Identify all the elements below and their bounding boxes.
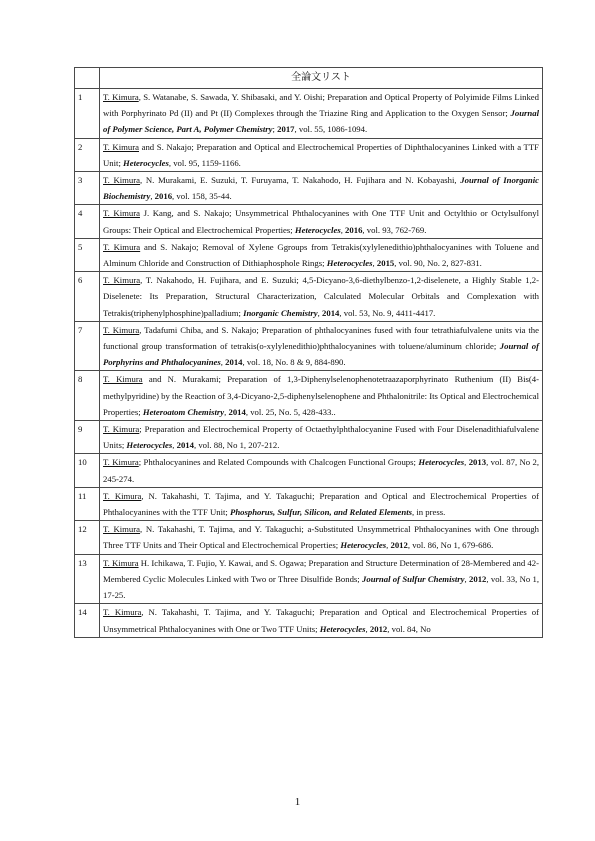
citation-separator: , in press. (412, 507, 446, 518)
citation-details: , vol. 55, 1086-1094. (294, 124, 368, 135)
citation-year: 2014 (225, 357, 243, 368)
entry-number: 10 (75, 454, 100, 487)
table-row (75, 89, 543, 139)
citation-separator: , (317, 307, 322, 318)
citation-cell (100, 272, 543, 322)
citation-author: T. Kimura (103, 175, 141, 186)
entry-number: 3 (75, 172, 100, 205)
citation-journal: Journal of Sulfur Chemistry (362, 573, 465, 584)
citation-author: T. Kimura (103, 457, 139, 468)
table-row (75, 205, 543, 238)
citation-separator: , (220, 357, 226, 368)
citation-details: , vol. 88, No 1, 207-212. (193, 440, 280, 451)
citation-cell (100, 138, 543, 171)
citation-author: T. Kimura (103, 324, 140, 335)
entry-number: 6 (75, 272, 100, 322)
citation-details: , vol. 93, 762-769. (362, 224, 427, 235)
citation-details: , vol. 84, No (387, 623, 431, 634)
citation-details: , vol. 53, No. 9, 4411-4417. (339, 307, 436, 318)
citation-coauthors-title: and N. Murakami; Preparation of 1,3-Diphenylselenophenotetraazaporphyrinato Ruthenium (II) Bis(4-methylpyridine) by the Reaction of 3,4-Dicyano-2,5-diphenylselenophene and Phthalonitrile: Its Optical and Electrochemical Properties; (103, 374, 539, 417)
citation-separator: , (464, 457, 469, 468)
citation-details: , vol. 25, No. 5, 428-433.. (245, 406, 336, 417)
citation-details: , vol. 86, No 1, 679-686. (407, 540, 494, 551)
entry-number: 2 (75, 138, 100, 171)
citation-details: , vol. 18, No. 8 & 9, 884-890. (242, 357, 346, 368)
citation-year: 2016 (154, 191, 173, 202)
citation-journal: Heterocycles (319, 623, 366, 634)
citation-coauthors-title: , Tadafumi Chiba, and S. Nakajo; Preparation of phthalocyanines fused with four tetrathiafulvalene units via the functional group transformation of tetrakis(o-xylylenedithio)phthalocyanines with toluene/aluminum chloride; (103, 324, 539, 352)
table-row (75, 421, 543, 454)
citation-coauthors-title: , T. Nakahodo, H. Fujihara, and E. Suzuki; 4,5-Dicyano-3,6-diethylbenzo-1,2-diselenete, a Highly Stable 1,2-Diselenete: Its Preparation, Structural Characterization, Calculated Molecular Orbitals and Complexation with Tetrakis(triphenylphosphine)palladium; (103, 275, 539, 318)
citation-cell (100, 238, 543, 271)
citation-coauthors-title: ; Preparation and Electrochemical Property of Octaethylphthalocyanine Fused with Four Diselenadithiafulvalene Units; (103, 424, 540, 451)
table-row (75, 521, 543, 554)
table-row (75, 554, 543, 604)
citation-cell (100, 487, 543, 520)
citation-coauthors-title: , N. Murakami, E. Suzuki, T. Furuyama, T. Nakahodo, H. Fujihara and N. Kobayashi, (140, 175, 461, 186)
entry-number: 13 (75, 554, 100, 604)
citation-coauthors-title: , N. Takahashi, T. Tajima, and Y. Takaguchi; a-Substituted Unsymmetrical Phthalocyanines with One through Three TTF Units and Their Optical and Electrochemical Properties; (103, 524, 540, 551)
citation-journal: Heteroatom Chemistry (142, 406, 225, 417)
citation-journal: Phosphorus, Sulfur, Silicon, and Related Elements (230, 507, 413, 518)
table-row (75, 321, 543, 371)
citation-author: T. Kimura (103, 275, 141, 286)
table-row (75, 487, 543, 520)
entry-number: 8 (75, 371, 100, 421)
citation-cell (100, 521, 543, 554)
citation-journal: Journal of Polymer Science, Part A, Polymer Chemistry (103, 108, 539, 135)
citation-cell (100, 89, 543, 139)
citation-year: 2012 (469, 573, 487, 584)
entry-number: 9 (75, 421, 100, 454)
citation-journal: Heterocycles (340, 540, 387, 551)
table-row (75, 272, 543, 322)
citation-cell (100, 371, 543, 421)
citation-coauthors-title: and S. Nakajo; Preparation and Optical and Electrochemical Properties of Diphthalocyanines Linked with a TTF Unit; (103, 141, 540, 168)
citation-journal: Journal of Porphyrins and Phthalocyanines (103, 341, 539, 368)
citation-details: , vol. 90, No. 2, 827-831. (394, 258, 482, 269)
table-row (75, 371, 543, 421)
citation-details: , vol. 87, No 2, 245-274. (103, 457, 539, 484)
citation-year: 2014 (322, 307, 340, 318)
citation-year: 2014 (176, 440, 194, 451)
table-row (75, 238, 543, 271)
citation-year: 2012 (390, 540, 408, 551)
citation-coauthors-title: , S. Watanabe, S. Sawada, Y. Shibasaki, and Y. Oishi; Preparation and Optical Property of Polyimide Films Linked with Porphyrinato Pd (II) and Pt (II) Complexes through the Triazine Ring and Application to the Oxygen Sensor; (103, 92, 540, 119)
entry-number: 12 (75, 521, 100, 554)
citation-coauthors-title: H. Ichikawa, T. Fujio, Y. Kawai, and S. Ogawa; Preparation and Structure Determination of 28-Membered and 42-Membered Cyclic Molecules Linked with Two or Three Disulfide Bonds; (103, 557, 539, 584)
citation-coauthors-title: J. Kang, and S. Nakajo; Unsymmetrical Phthalocyanines with One TTF Unit and Octylthio or Octylsulfonyl Groups: Their Optical and Electrochemical Properties; (103, 208, 539, 235)
citation-separator: , (365, 623, 370, 634)
citation-coauthors-title: and S. Nakajo; Removal of Xylene Ggroups from Tetrakis(xylylenedithio)phthalocyanines with Toluene and Alminum Chloride and Construction of Dithiaphosphole Rings; (103, 241, 540, 269)
citation-journal: Journal of Inorganic Biochemistry (103, 175, 540, 202)
entry-number: 7 (75, 321, 100, 371)
citation-separator: , (372, 258, 377, 269)
entry-number: 1 (75, 89, 100, 139)
citation-author: T. Kimura (103, 607, 142, 618)
citation-author: T. Kimura (103, 208, 140, 219)
citation-year: 2013 (468, 457, 487, 468)
citation-author: T. Kimura (103, 424, 140, 435)
citation-year: 2015 (376, 258, 395, 269)
citation-author: T. Kimura (103, 490, 142, 501)
citation-details: , vol. 158, 35-44. (172, 191, 232, 202)
table-header-row (75, 68, 543, 89)
citation-details: , vol. 33, No 1, 17-25. (103, 573, 540, 601)
citation-author: T. Kimura (103, 524, 141, 535)
table-row (75, 172, 543, 205)
citation-author: T. Kimura (103, 92, 139, 102)
table-row (75, 138, 543, 171)
citation-author: T. Kimura (103, 557, 139, 568)
citation-journal: Heterocycles (326, 258, 373, 269)
citation-year: 2016 (345, 224, 363, 235)
citation-separator: , (340, 224, 346, 235)
citation-separator: , vol. 95, 1159-1166. (168, 157, 241, 168)
citation-journal: Heterocycles (418, 457, 465, 468)
publication-list (74, 67, 543, 638)
page-number: 1 (294, 796, 301, 808)
entry-number: 14 (75, 604, 100, 637)
entry-number: 4 (75, 205, 100, 238)
citation-cell (100, 321, 543, 371)
citation-coauthors-title: , N. Takahashi, T. Tajima, and Y. Takaguchi; Preparation and Optical and Electrochemical Properties of Unsymmetrical Phthalocyanines with One or Two TTF Units; (103, 607, 539, 634)
page-title: 全論文リスト (100, 68, 543, 89)
citation-cell (100, 172, 543, 205)
citation-separator: ; (272, 124, 278, 135)
citation-journal: Heterocycles (123, 157, 169, 168)
citation-coauthors-title: ; Phthalocyanines and Related Compounds with Chalcogen Functional Groups; (138, 457, 419, 468)
table-row (75, 604, 543, 637)
citation-journal: Heterocycles (294, 224, 341, 235)
citation-separator: , (150, 191, 155, 202)
citation-separator: , (464, 573, 469, 584)
citation-cell (100, 421, 543, 454)
citation-year: 2014 (228, 406, 246, 417)
citation-coauthors-title: , N. Takahashi, T. Tajima, and Y. Takaguchi; Preparation and Optical and Electrochemical Properties of Phthalocyanines with the TTF Unit; (103, 490, 539, 518)
entry-number: 5 (75, 238, 100, 271)
citation-year: 2017 (277, 124, 295, 135)
citation-separator: , (172, 440, 177, 451)
citation-cell (100, 454, 543, 487)
citation-author: T. Kimura (103, 241, 141, 252)
citation-cell (100, 205, 543, 238)
citation-year: 2012 (369, 623, 388, 634)
citation-author: T. Kimura (103, 374, 143, 385)
table-row (75, 454, 543, 487)
citation-journal: Heterocycles (126, 440, 173, 451)
publication-table (74, 67, 543, 638)
header-number-cell (75, 68, 100, 89)
citation-separator: , (224, 406, 229, 417)
entry-number: 11 (75, 487, 100, 520)
citation-cell (100, 554, 543, 604)
citation-separator: , (386, 540, 391, 551)
citation-cell (100, 604, 543, 637)
citation-journal: Inorganic Chemistry (243, 307, 318, 318)
citation-author: T. Kimura (103, 141, 139, 152)
